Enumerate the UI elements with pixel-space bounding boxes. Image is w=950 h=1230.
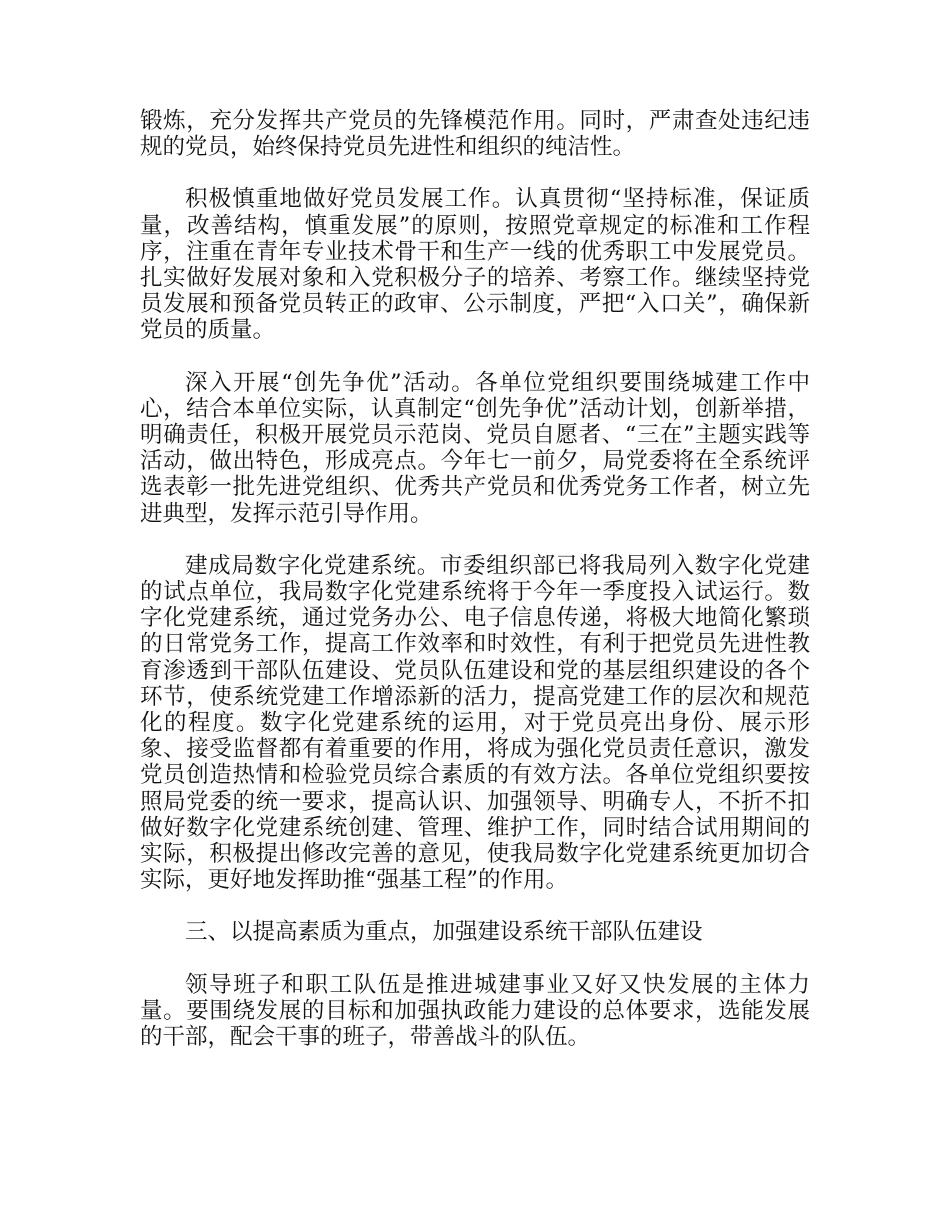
paragraph-party-member-development: 积极慎重地做好党员发展工作。认真贯彻“坚持标准，保证质量，改善结构，慎重发展”的原则，按照党章规定的标准和工作程序，注重在青年专业技术骨干和生产一线的优秀职工中发展党员。扎实做好发展对象和入党积极分子的培养、考察工作。继续坚持党员发展和预备党员转正的政审、公示制度，严把“入口关”，确保新党员的质量。 xyxy=(140,186,810,344)
paragraph-continuation: 锻炼，充分发挥共产党员的先锋模范作用。同时，严肃查处违纪违规的党员，始终保持党员先进性和组织的纯洁性。 xyxy=(140,108,810,161)
paragraph-excellence-campaign: 深入开展“创先争优”活动。各单位党组织要围绕城建工作中心，结合本单位实际，认真制定“创先争优”活动计划，创新举措，明确责任，积极开展党员示范岗、党员自愿者、“三在”主题实践等活动，做出特色，形成亮点。今年七一前夕，局党委将在全系统评选表彰一批先进党组织、优秀共产党员和优秀党务工作者，树立先进典型，发挥示范引导作用。 xyxy=(140,369,810,527)
paragraph-leadership-team: 领导班子和职工队伍是推进城建事业又好又快发展的主体力量。要围绕发展的目标和加强执政能力建设的总体要求，选能发展的干部，配会干事的班子，带善战斗的队伍。 xyxy=(140,971,810,1051)
document-body xyxy=(140,108,810,1076)
paragraph-digital-party-system: 建成局数字化党建系统。市委组织部已将我局列入数字化党建的试点单位，我局数字化党建系统将于今年一季度投入试运行。数字化党建系统，通过党务办公、电子信息传递，将极大地简化繁琐的日常党务工作，提高工作效率和时效性，有利于把党员先进性教育渗透到干部队伍建设、党员队伍建设和党的基层组织建设的各个环节，使系统党建工作增添新的活力，提高党建工作的层次和规范化的程度。数字化党建系统的运用，对于党员亮出身份、展示形象、接受监督都有着重要的作用，将成为强化党员责任意识，激发党员创造热情和检验党员综合素质的有效方法。各单位党组织要按照局党委的统一要求，提高认识、加强领导、明确专人，不折不扣做好数字化党建系统创建、管理、维护工作，同时结合试用期间的实际，积极提出修改完善的意见，使我局数字化党建系统更加切合实际，更好地发挥助推“强基工程”的作用。 xyxy=(140,552,810,894)
section-heading: 三、以提高素质为重点，加强建设系统干部队伍建设 xyxy=(185,919,703,946)
